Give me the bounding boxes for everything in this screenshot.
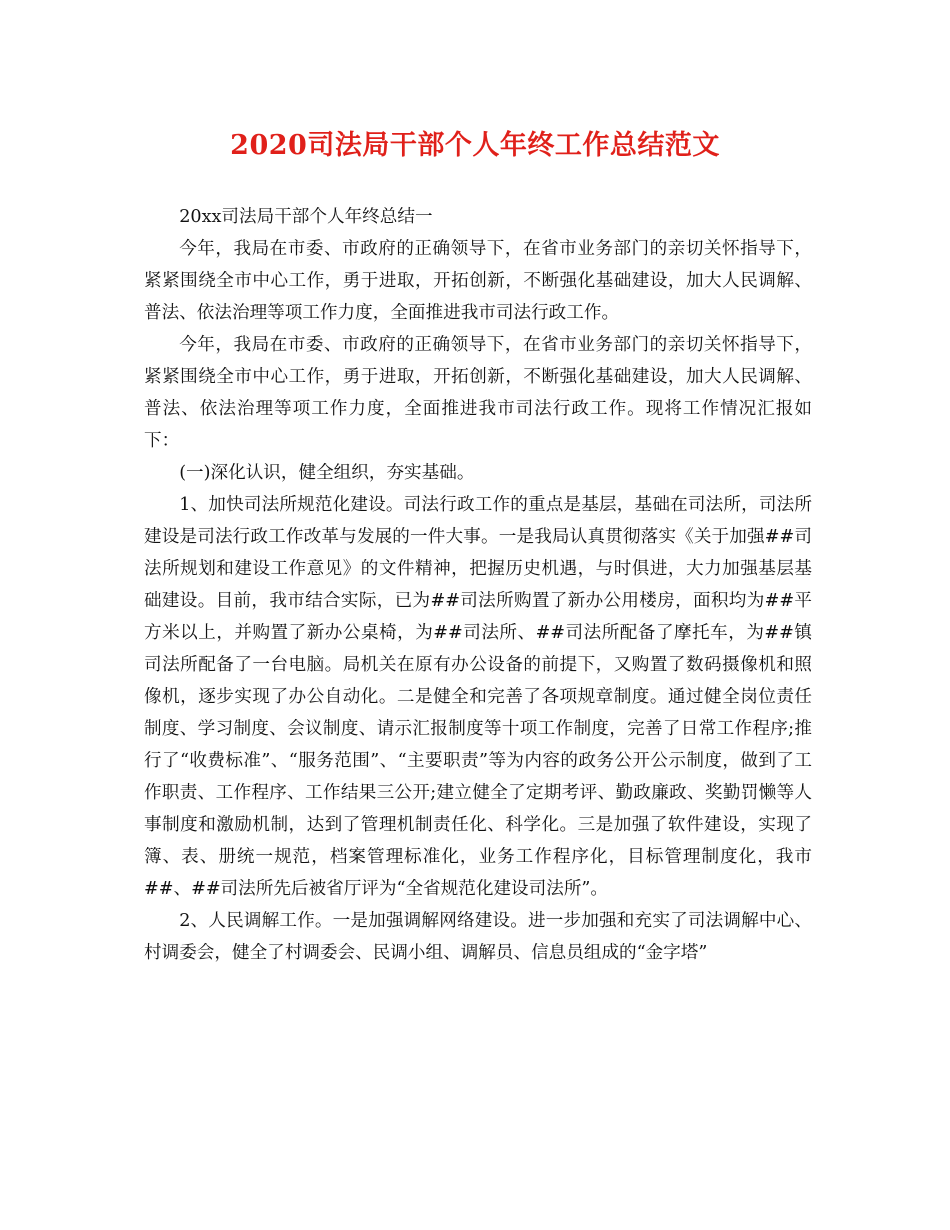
paragraph: 2、人民调解工作。一是加强调解网络建设。进一步加强和充实了司法调解中心、村调委会，健全了村调委会、民调小组、调解员、信息员组成的“金字塔” bbox=[144, 911, 812, 963]
document-title: 2020司法局干部个人年终工作总结范文 bbox=[230, 130, 720, 161]
paragraph: 今年，我局在市委、市政府的正确领导下，在省市业务部门的亲切关怀指导下，紧紧围绕全市中心工作，勇于进取，开拓创新，不断强化基础建设，加大人民调解、普法、依法治理等项工作力度，全面推进我市司法行政工作。 bbox=[144, 239, 812, 323]
paragraph: 1、加快司法所规范化建设。司法行政工作的重点是基层，基础在司法所，司法所建设是司法行政工作改革与发展的一件大事。一是我局认真贯彻落实《关于加强##司法所规划和建设工作意见》的文件精神，把握历史机遇，与时俱进，大力加强基层基础建设。目前，我市结合实际，已为##司法所购置了新办公用楼房，面积均为##平方米以上，并购置了新办公桌椅，为##司法所、##司法所配备了摩托车，为##镇司法所配备了一台电脑。局机关在原有办公设备的前提下，又购置了数码摄像机和照像机，逐步实现了办公自动化。二是健全和完善了各项规章制度。通过健全岗位责任制度、学习制度、会议制度、请示汇报制度等十项工作制度，完善了日常工作程序;推行了“收费标准”、“服务范围”、“主要职责”等为内容的政务公开公示制度，做到了工作职责、工作程序、工作结果三公开;建立健全了定期考评、勤政廉政、奖勤罚懒等人事制度和激励机制，达到了管理机制责任化、科学化。三是加强了软件建设，实现了簿、表、册统一规范，档案管理标准化，业务工作程序化，目标管理制度化，我市##、##司法所先后被省厅评为“全省规范化建设司法所”。 bbox=[144, 495, 812, 899]
paragraph-section-heading: (一)深化认识，健全组织，夯实基础。 bbox=[179, 463, 475, 483]
document-body bbox=[144, 201, 812, 969]
paragraph: 今年，我局在市委、市政府的正确领导下，在省市业务部门的亲切关怀指导下，紧紧围绕全市中心工作，勇于进取，开拓创新，不断强化基础建设，加大人民调解、普法、依法治理等项工作力度，全面推进我市司法行政工作。现将工作情况汇报如下： bbox=[144, 335, 812, 451]
paragraph-heading: 20xx司法局干部个人年终总结一 bbox=[179, 207, 433, 227]
